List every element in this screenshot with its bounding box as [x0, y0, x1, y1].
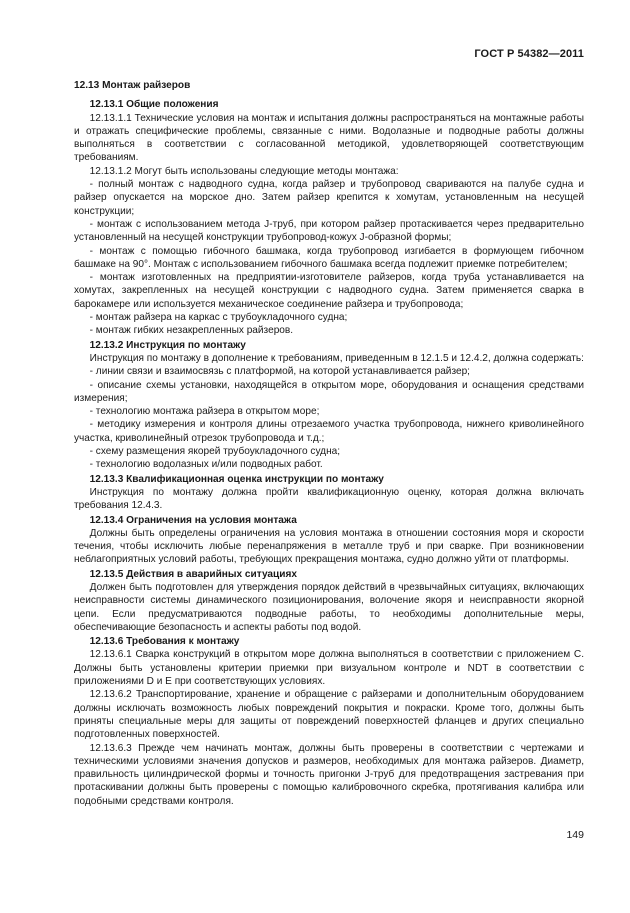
list-item: - монтаж райзера на каркас с трубоукладочного судна; — [89, 312, 348, 324]
paragraph: 12.13.6.3 Прежде чем начинать монтаж, должны быть проверены в соответствии с чертежами и техническими условиями значения допусков и размеров, необходимых для монтажа райзеров. Диаметр, правильность цилиндрической формы и точность пригонки J-труб для предотвращения застревания при протаскивании должны быть проверены с помощью калибровочного скребка, протягивания калибра или подобными средствами контроля. — [74, 742, 584, 807]
list-item: - описание схемы установки, находящейся в открытом море, оборудования и оснащения средствами измерения; — [74, 379, 584, 404]
list-item: - технологию монтажа райзера в открытом море; — [89, 406, 320, 418]
paragraph: Инструкция по монтажу должна пройти квалификационную оценку, которая должна включать требования 12.4.3. — [74, 486, 584, 512]
subsection-heading: 12.13.4 Ограничения на условия монтажа — [89, 514, 297, 526]
list-item: - полный монтаж с надводного судна, когда райзер и трубопровод свариваются на палубе судна и райзер опускается на морское дно. Затем райзер крепится к хомутам, установленным на несущей конструкции; — [74, 179, 584, 217]
subsection-heading: 12.13.3 Квалификационная оценка инструкции по монтажу — [89, 473, 384, 485]
list-item: - монтаж с использованием метода J-труб, при котором райзер протаскивается через предварительно установленный на несущей конструкции трубопровод-кожух J-образной формы; — [74, 218, 584, 244]
paragraph: 12.13.1.2 Могут быть использованы следующие методы монтажа: — [89, 165, 399, 177]
list-item: - схему размещения якорей трубоукладочного судна; — [89, 446, 341, 458]
list-item: - монтаж гибких незакрепленных райзеров. — [89, 325, 294, 337]
paragraph: Должны быть определены ограничения на условия монтажа в отношении состояния моря и скорости течения, чтобы исключить любые перенапряжения в металле труб и при сварке. При возникновении неблагоприятных условий работы, требующих прекращения монтажа, судно должно уйти от платформы. — [74, 527, 584, 566]
page-number: 149 — [566, 829, 584, 841]
list-item: - методику измерения и контроля длины отрезаемого участка трубопровода, нижнего криволинейного участка, криволинейный отрезок трубопровода и т.д.; — [74, 419, 584, 444]
subsection-heading: 12.13.2 Инструкция по монтажу — [89, 339, 246, 351]
subsection-heading: 12.13.1 Общие положения — [89, 99, 219, 111]
paragraph: Должен быть подготовлен для утверждения порядок действий в чрезвычайных ситуациях, включающих неисправности системы динамического позиционирования, волочение якоря и неисправности якорной цепи. Если предусматриваются подводные работы, то необходимы дополнительные меры, обеспечивающие безопасность и аспекты работы под водой. — [74, 581, 584, 633]
section-title: 12.13 Монтаж райзеров — [74, 80, 191, 91]
list-item: - линии связи и взаимосвязь с платформой, на которой устанавливается райзер; — [89, 366, 470, 378]
subsection-heading: 12.13.5 Действия в аварийных ситуациях — [89, 568, 297, 580]
paragraph: Инструкция по монтажу в дополнение к требованиям, приведенным в 12.1.5 и 12.4.2, должна содержать: — [89, 352, 584, 364]
list-item: - монтаж изготовленных на предприятии-изготовителе райзеров, когда труба устанавливается на хомутах, закрепленных на несущей конструкции с надводного судна. Затем применяется сварка в барокамере или используется механическое соединение райзера и трубопровода; — [74, 272, 584, 310]
list-item: - технологию водолазных и/или подводных работ. — [89, 459, 323, 471]
paragraph: 12.13.1.1 Технические условия на монтаж и испытания должны распространяться на монтажные работы и отражать специфические проблемы, связанные с ними. Водолазные и подводные работы должны выполняться в соответствии с согласованной методикой, удовлетворяющей соответствующим требованиям. — [74, 112, 584, 164]
document-id-header: ГОСТ Р 54382—2011 — [474, 48, 584, 60]
list-item: - монтаж с помощью гибочного башмака, когда трубопровод изгибается в формующем гибочном башмаке на 90°. Монтаж с использованием гибочного башмака всегда подлежит приемке потребителем; — [74, 245, 584, 270]
subsection-heading: 12.13.6 Требования к монтажу — [89, 636, 240, 648]
document-body — [74, 79, 584, 808]
paragraph: 12.13.6.1 Сварка конструкций в открытом море должна выполняться в соответствии с приложением С. Должны быть установлены критерии приемки при визуальном контроле и NDT в соответствии с приложениями D и E при соответствующих условиях. — [74, 649, 584, 688]
paragraph: 12.13.6.2 Транспортирование, хранение и обращение с райзерами и дополнительным оборудованием должны исключать возможность любых повреждений покрытия и покраски. Кроме того, должны быть приняты специальные меры для защиты от повреждений поверхностей фланцев и других специально подготовленных поверхностей. — [74, 689, 584, 741]
